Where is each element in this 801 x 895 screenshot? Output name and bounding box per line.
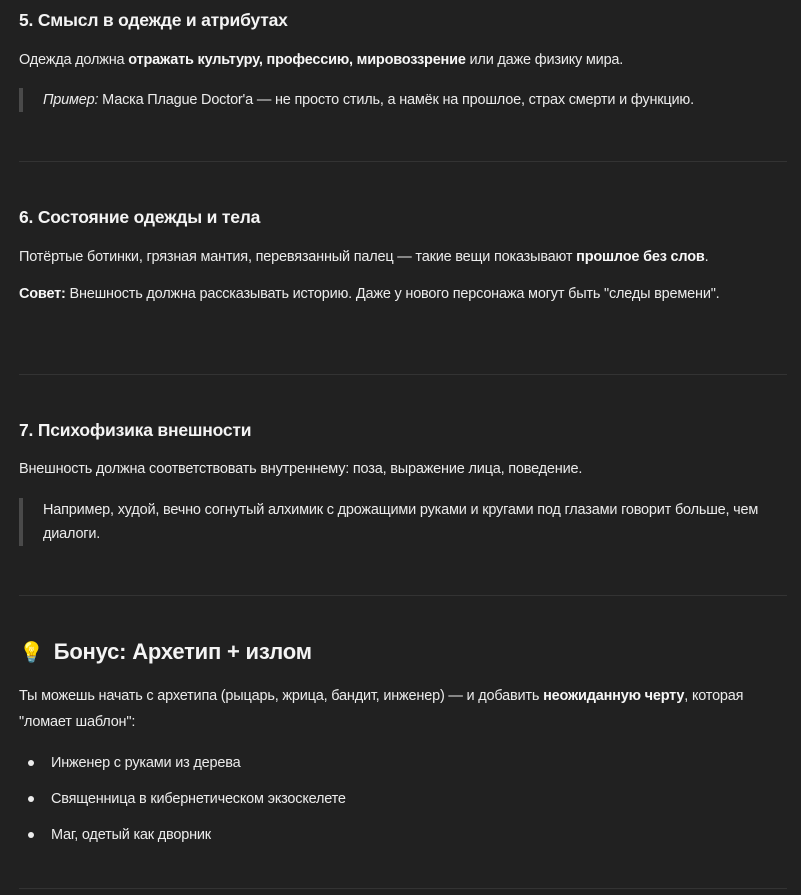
text: или даже физику мира. — [465, 52, 624, 68]
text: Маска Плague Doctor'а — не просто стиль, а намёк на прошлое, страх смерти и функцию. — [98, 92, 694, 108]
section-heading: 5. Смысл в одежде и атрибутах — [19, 10, 288, 30]
bonus-list — [19, 752, 791, 860]
list-item: Инженер с руками из дерева — [19, 752, 791, 788]
section-6 — [19, 207, 791, 228]
lightbulb-icon: 💡 — [19, 641, 44, 664]
bonus-heading: Бонус: Архетип + излом — [53, 639, 312, 664]
bonus-section — [19, 639, 791, 665]
divider — [19, 374, 787, 375]
italic-label: Пример: — [43, 92, 99, 108]
section-heading: 7. Психофизика внешности — [19, 420, 252, 440]
section-6-tip — [19, 281, 771, 307]
divider — [19, 161, 787, 162]
text: Внешность должна рассказывать историю. Даже у нового персонажа могут быть "следы времени". — [65, 286, 720, 302]
bonus-paragraph — [19, 683, 776, 735]
section-5-quote — [19, 88, 791, 112]
text: Потёртые ботинки, грязная мантия, перевязанный палец — такие вещи показывают — [19, 249, 577, 265]
section-5 — [19, 10, 791, 31]
divider — [19, 595, 787, 596]
list-item: Священница в кибернетическом экзоскелете — [19, 788, 791, 824]
section-5-paragraph — [19, 47, 791, 73]
bold-text: отражать культуру, профессию, мировоззрение — [128, 52, 466, 68]
bold-text: неожиданную черту — [543, 688, 685, 704]
list-item: Маг, одетый как дворник — [19, 824, 791, 860]
text: , которая "ломает шаблон": — [19, 688, 744, 730]
text: Ты можешь начать с архетипа (рыцарь, жрица, бандит, инженер) — и добавить — [19, 688, 544, 704]
divider — [19, 888, 787, 889]
text: . — [704, 249, 709, 265]
section-heading: 6. Состояние одежды и тела — [19, 207, 261, 227]
section-6-paragraph — [19, 244, 791, 270]
section-7-paragraph: Внешность должна соответствовать внутреннему: поза, выражение лица, поведение. — [19, 461, 583, 477]
bold-label: Совет: — [19, 286, 66, 302]
text: Одежда должна — [19, 52, 129, 68]
bold-text: прошлое без слов — [576, 249, 705, 265]
section-7-quote: Например, худой, вечно согнутый алхимик с дрожащими руками и кругами под глазами говорит больше, чем диалоги. — [19, 498, 771, 546]
section-7 — [19, 420, 791, 441]
